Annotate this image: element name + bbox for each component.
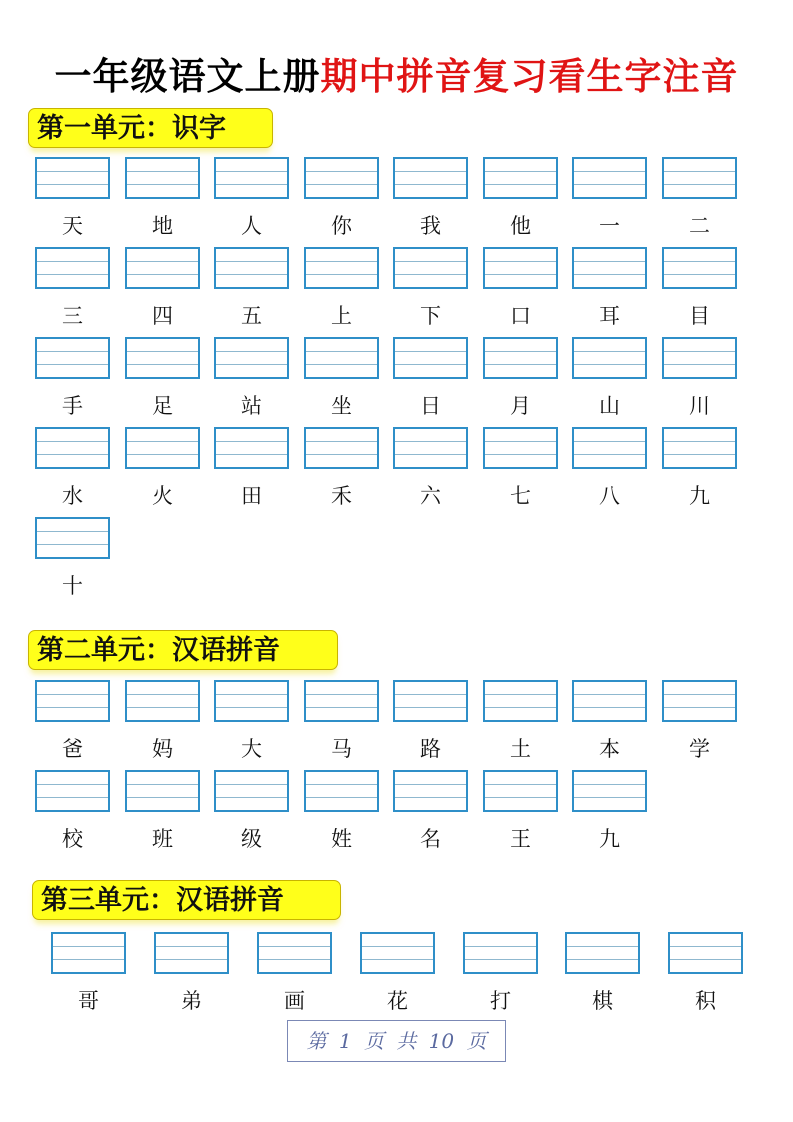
pinyin-guide-line [574,274,645,275]
page-indicator: 第 1 页 共 10 页 [287,1020,506,1062]
pinyin-answer-box[interactable] [483,157,558,199]
hanzi-character: 级 [241,827,262,851]
pinyin-guide-line [574,797,645,798]
pinyin-guide-line [306,364,377,365]
hanzi-character: 一 [599,214,620,238]
hanzi-character: 禾 [331,484,352,508]
hanzi-character: 站 [241,394,262,418]
pinyin-guide-line [664,261,735,262]
title-black-part: 一年级语文上册 [54,55,321,98]
pinyin-answer-box[interactable] [483,427,558,469]
pinyin-answer-box[interactable] [393,337,468,379]
pinyin-answer-box[interactable] [572,247,647,289]
hanzi-character: 目 [689,304,710,328]
pinyin-guide-line [574,694,645,695]
hanzi-character: 校 [62,827,83,851]
pinyin-answer-box[interactable] [572,337,647,379]
hanzi-character: 五 [241,304,262,328]
pinyin-guide-line [485,694,556,695]
pinyin-guide-line [216,707,287,708]
pinyin-guide-line [37,797,108,798]
pinyin-answer-box[interactable] [393,680,468,722]
pinyin-guide-line [216,364,287,365]
pinyin-guide-line [670,946,741,947]
pinyin-guide-line [127,351,198,352]
pinyin-guide-line [37,351,108,352]
pinyin-guide-line [395,797,466,798]
pinyin-guide-line [395,694,466,695]
hanzi-character: 画 [284,989,305,1013]
pinyin-answer-box[interactable] [35,157,110,199]
pinyin-guide-line [485,261,556,262]
hanzi-character: 爸 [62,737,83,761]
hanzi-character: 大 [241,737,262,761]
pinyin-answer-box[interactable] [125,337,200,379]
hanzi-character: 土 [510,737,531,761]
pinyin-answer-box[interactable] [483,247,558,289]
pinyin-guide-line [216,441,287,442]
pinyin-answer-box[interactable] [214,337,289,379]
pinyin-answer-box[interactable] [572,157,647,199]
pinyin-guide-line [37,454,108,455]
pinyin-answer-box[interactable] [35,770,110,812]
pinyin-guide-line [395,184,466,185]
pinyin-answer-box[interactable] [125,247,200,289]
pinyin-guide-line [395,454,466,455]
pinyin-guide-line [574,441,645,442]
pinyin-guide-line [37,784,108,785]
pinyin-guide-line [395,171,466,172]
pinyin-guide-line [37,694,108,695]
pinyin-answer-box[interactable] [214,680,289,722]
pinyin-answer-box[interactable] [214,770,289,812]
hanzi-character: 六 [420,484,441,508]
hanzi-character: 七 [510,484,531,508]
pinyin-guide-line [362,959,433,960]
hanzi-character: 日 [420,394,441,418]
pinyin-guide-line [306,784,377,785]
hanzi-character: 哥 [78,989,99,1013]
pinyin-guide-line [37,171,108,172]
hanzi-character: 你 [331,214,352,238]
pinyin-guide-line [306,274,377,275]
hanzi-character: 火 [152,484,173,508]
hanzi-character: 川 [689,394,710,418]
pinyin-guide-line [664,184,735,185]
pinyin-guide-line [485,364,556,365]
pinyin-guide-line [127,274,198,275]
pinyin-guide-line [574,707,645,708]
hanzi-character: 坐 [331,394,352,418]
pinyin-guide-line [127,364,198,365]
hanzi-character: 田 [241,484,262,508]
pinyin-answer-box[interactable] [662,247,737,289]
page-title [0,46,793,100]
pinyin-guide-line [127,694,198,695]
hanzi-character: 名 [420,827,441,851]
pinyin-guide-line [216,694,287,695]
pinyin-guide-line [216,797,287,798]
pinyin-answer-box[interactable] [125,157,200,199]
hanzi-character: 二 [689,214,710,238]
pinyin-guide-line [216,171,287,172]
pinyin-guide-line [37,184,108,185]
pinyin-guide-line [53,946,124,947]
pinyin-guide-line [485,171,556,172]
pinyin-guide-line [574,351,645,352]
pinyin-guide-line [306,454,377,455]
pinyin-guide-line [127,784,198,785]
hanzi-character: 上 [331,304,352,328]
pinyin-guide-line [664,707,735,708]
pinyin-guide-line [127,454,198,455]
pinyin-answer-box[interactable] [304,247,379,289]
pinyin-answer-box[interactable] [257,932,332,974]
pinyin-answer-box[interactable] [304,157,379,199]
pinyin-answer-box[interactable] [483,770,558,812]
pinyin-answer-box[interactable] [572,770,647,812]
title-red-part: 期中拼音复习看生字注音 [320,55,739,98]
section-header: 第三单元：汉语拼音 [32,880,341,920]
pinyin-answer-box[interactable] [35,680,110,722]
pinyin-guide-line [395,364,466,365]
hanzi-character: 山 [599,394,620,418]
pinyin-answer-box[interactable] [125,427,200,469]
pinyin-guide-line [127,441,198,442]
pinyin-guide-line [127,797,198,798]
hanzi-character: 手 [62,394,83,418]
pinyin-answer-box[interactable] [483,680,558,722]
pinyin-guide-line [485,797,556,798]
pinyin-guide-line [37,531,108,532]
hanzi-character: 路 [420,737,441,761]
pinyin-answer-box[interactable] [483,337,558,379]
hanzi-character: 弟 [181,989,202,1013]
pinyin-guide-line [259,946,330,947]
pinyin-guide-line [306,441,377,442]
pinyin-guide-line [395,441,466,442]
hanzi-character: 王 [510,827,531,851]
pinyin-guide-line [216,184,287,185]
hanzi-character: 人 [241,214,262,238]
pinyin-guide-line [567,959,638,960]
hanzi-character: 打 [490,989,511,1013]
hanzi-character: 妈 [152,737,173,761]
pinyin-guide-line [485,274,556,275]
hanzi-character: 三 [62,304,83,328]
pinyin-guide-line [395,261,466,262]
hanzi-character: 花 [387,989,408,1013]
pinyin-guide-line [664,364,735,365]
pinyin-guide-line [567,946,638,947]
pinyin-answer-box[interactable] [51,932,126,974]
hanzi-character: 积 [695,989,716,1013]
pinyin-answer-box[interactable] [35,247,110,289]
pinyin-answer-box[interactable] [304,680,379,722]
pinyin-guide-line [574,184,645,185]
pinyin-guide-line [664,441,735,442]
section-header: 第二单元：汉语拼音 [28,630,338,670]
hanzi-character: 十 [62,574,83,598]
hanzi-character: 他 [510,214,531,238]
pinyin-guide-line [37,274,108,275]
pinyin-answer-box[interactable] [214,157,289,199]
hanzi-character: 水 [62,484,83,508]
pinyin-guide-line [485,184,556,185]
pinyin-answer-box[interactable] [393,427,468,469]
hanzi-character: 地 [152,214,173,238]
pinyin-answer-box[interactable] [304,427,379,469]
hanzi-character: 棋 [592,989,613,1013]
pinyin-guide-line [216,784,287,785]
hanzi-character: 八 [599,484,620,508]
pinyin-answer-box[interactable] [572,427,647,469]
pinyin-answer-box[interactable] [304,770,379,812]
pinyin-guide-line [574,364,645,365]
pinyin-guide-line [37,441,108,442]
pinyin-guide-line [306,184,377,185]
pinyin-answer-box[interactable] [572,680,647,722]
pinyin-answer-box[interactable] [154,932,229,974]
pinyin-guide-line [664,351,735,352]
hanzi-character: 九 [689,484,710,508]
pinyin-guide-line [127,261,198,262]
hanzi-character: 班 [152,827,173,851]
hanzi-character: 九 [599,827,620,851]
pinyin-guide-line [574,454,645,455]
pinyin-answer-box[interactable] [393,770,468,812]
pinyin-guide-line [362,946,433,947]
pinyin-guide-line [395,707,466,708]
pinyin-guide-line [574,784,645,785]
pinyin-guide-line [306,694,377,695]
pinyin-guide-line [306,261,377,262]
pinyin-guide-line [574,261,645,262]
pinyin-guide-line [485,784,556,785]
pinyin-guide-line [216,261,287,262]
pinyin-guide-line [37,707,108,708]
pinyin-guide-line [664,274,735,275]
pinyin-answer-box[interactable] [668,932,743,974]
pinyin-guide-line [156,946,227,947]
pinyin-guide-line [670,959,741,960]
pinyin-guide-line [574,171,645,172]
pinyin-answer-box[interactable] [35,337,110,379]
pinyin-guide-line [259,959,330,960]
pinyin-answer-box[interactable] [565,932,640,974]
pinyin-answer-box[interactable] [393,157,468,199]
pinyin-guide-line [306,797,377,798]
pinyin-answer-box[interactable] [662,157,737,199]
pinyin-guide-line [465,959,536,960]
hanzi-character: 马 [331,737,352,761]
pinyin-answer-box[interactable] [393,247,468,289]
pinyin-guide-line [664,171,735,172]
hanzi-character: 口 [510,304,531,328]
hanzi-character: 足 [152,394,173,418]
pinyin-answer-box[interactable] [125,680,200,722]
section-header: 第一单元：识字 [28,108,273,148]
pinyin-guide-line [127,171,198,172]
pinyin-guide-line [395,351,466,352]
pinyin-guide-line [485,454,556,455]
pinyin-guide-line [216,274,287,275]
pinyin-answer-box[interactable] [360,932,435,974]
pinyin-guide-line [156,959,227,960]
hanzi-character: 四 [152,304,173,328]
pinyin-answer-box[interactable] [662,427,737,469]
hanzi-character: 天 [62,214,83,238]
pinyin-guide-line [306,351,377,352]
hanzi-character: 本 [599,737,620,761]
pinyin-guide-line [37,261,108,262]
pinyin-answer-box[interactable] [35,517,110,559]
hanzi-character: 耳 [599,304,620,328]
pinyin-answer-box[interactable] [304,337,379,379]
hanzi-character: 月 [510,394,531,418]
pinyin-answer-box[interactable] [125,770,200,812]
pinyin-guide-line [53,959,124,960]
pinyin-guide-line [395,274,466,275]
hanzi-character: 姓 [331,827,352,851]
pinyin-guide-line [127,707,198,708]
pinyin-guide-line [306,707,377,708]
pinyin-guide-line [37,544,108,545]
pinyin-answer-box[interactable] [214,247,289,289]
pinyin-guide-line [216,351,287,352]
pinyin-guide-line [664,694,735,695]
hanzi-character: 学 [689,737,710,761]
pinyin-guide-line [485,441,556,442]
pinyin-answer-box[interactable] [35,427,110,469]
pinyin-answer-box[interactable] [214,427,289,469]
hanzi-character: 我 [420,214,441,238]
pinyin-answer-box[interactable] [463,932,538,974]
pinyin-guide-line [485,351,556,352]
pinyin-guide-line [465,946,536,947]
pinyin-guide-line [37,364,108,365]
pinyin-answer-box[interactable] [662,680,737,722]
hanzi-character: 下 [420,304,441,328]
pinyin-guide-line [216,454,287,455]
pinyin-answer-box[interactable] [662,337,737,379]
pinyin-guide-line [127,184,198,185]
pinyin-guide-line [306,171,377,172]
pinyin-guide-line [395,784,466,785]
pinyin-guide-line [664,454,735,455]
pinyin-guide-line [485,707,556,708]
